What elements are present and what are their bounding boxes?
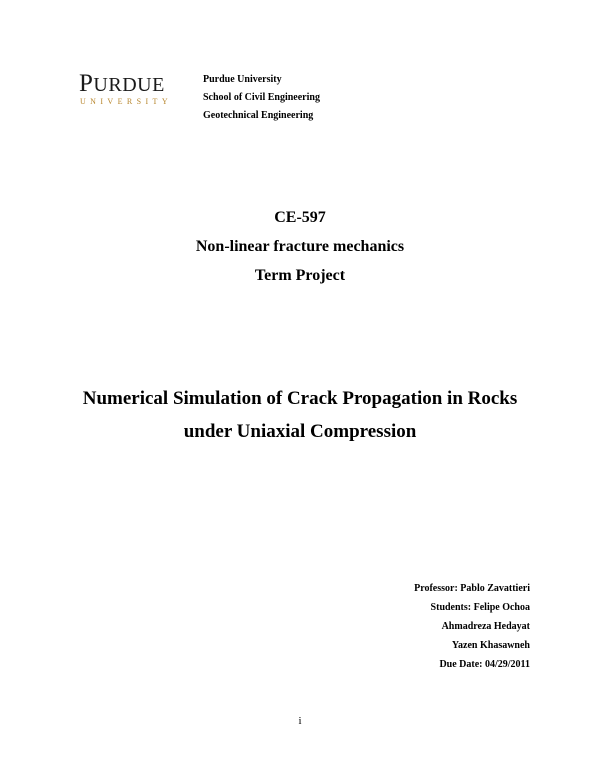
course-block bbox=[0, 203, 600, 290]
due-date-line: Due Date: 04/29/2011 bbox=[439, 659, 530, 670]
department-name: Geotechnical Engineering bbox=[203, 110, 314, 121]
wordmark-initial: P bbox=[79, 70, 94, 97]
document-title bbox=[0, 382, 600, 448]
professor-line: Professor: Pablo Zavattieri bbox=[414, 583, 530, 594]
title-line-1: Numerical Simulation of Crack Propagation in Rocks bbox=[82, 388, 518, 409]
student-2-line: Ahmadreza Hedayat bbox=[441, 621, 530, 632]
students-line: Students: Felipe Ochoa bbox=[430, 602, 530, 613]
purdue-wordmark bbox=[79, 71, 165, 98]
school-name: School of Civil Engineering bbox=[203, 92, 320, 103]
title-line-2: under Uniaxial Compression bbox=[183, 421, 417, 442]
purdue-logo bbox=[79, 71, 187, 107]
institution-block bbox=[203, 71, 320, 125]
authors-block bbox=[414, 579, 530, 674]
wordmark-rest: URDUE bbox=[93, 74, 165, 96]
page-number: i bbox=[298, 715, 302, 727]
university-name: Purdue University bbox=[203, 74, 282, 85]
purdue-wordmark-subtitle: UNIVERSITY bbox=[80, 97, 172, 106]
student-3-line: Yazen Khasawneh bbox=[451, 640, 530, 651]
course-type: Term Project bbox=[254, 267, 346, 284]
course-name: Non-linear fracture mechanics bbox=[195, 238, 405, 255]
course-code: CE-597 bbox=[274, 209, 326, 226]
